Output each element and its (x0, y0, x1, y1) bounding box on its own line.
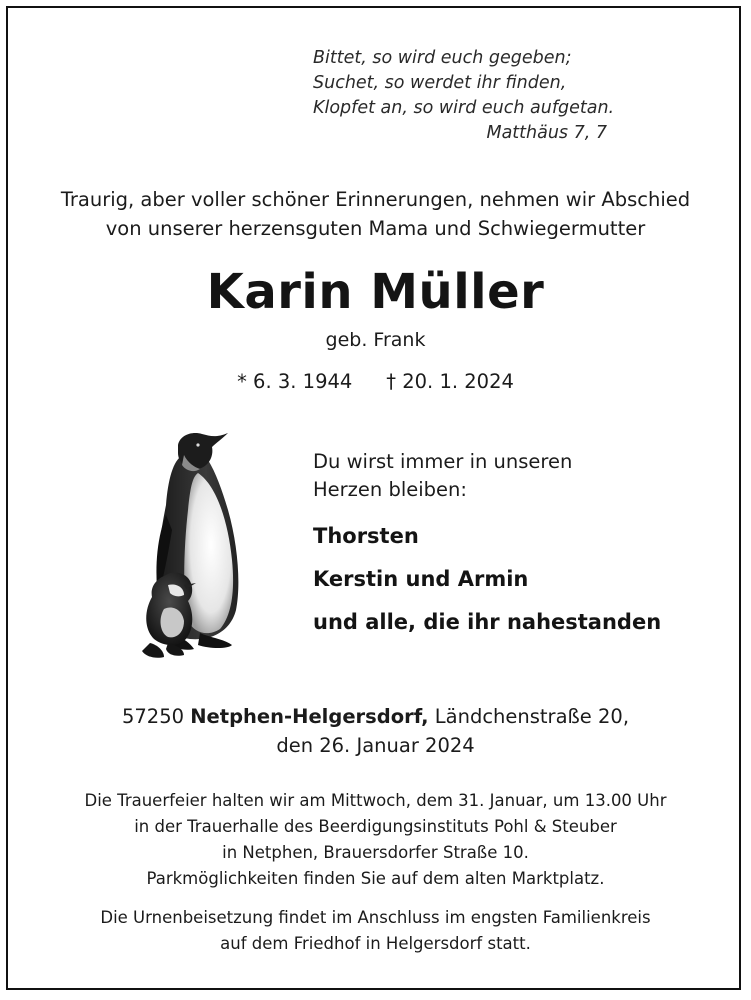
street: Ländchenstraße 20, (434, 705, 630, 728)
service-line: in Netphen, Brauersdorfer Straße 10. (222, 843, 529, 862)
deceased-name: Karin Müller (206, 264, 545, 320)
burial-info (0, 905, 751, 957)
mourner-name: Thorsten (313, 524, 419, 548)
service-line: Die Trauerfeier halten wir am Mittwoch, dem 31. Januar, um 13.00 Uhr (84, 791, 667, 810)
remembrance-text (313, 448, 713, 504)
mourner-name: und alle, die ihr nahestanden (313, 610, 662, 634)
address-line (0, 702, 751, 731)
life-dates (0, 368, 751, 396)
death-date: † 20. 1. 2024 (386, 370, 514, 393)
verse-line: Bittet, so wird euch gegeben; (313, 48, 572, 68)
bible-verse (313, 46, 633, 146)
service-line: in der Trauerhalle des Beerdigungsinstituts Pohl & Steuber (134, 817, 617, 836)
funeral-service-info (0, 788, 751, 892)
postcode: 57250 (121, 705, 185, 728)
remembrance-line: Du wirst immer in unseren (313, 450, 573, 473)
burial-line: Die Urnenbeisetzung findet im Anschluss im engsten Familienkreis (100, 908, 651, 927)
birth-date: * 6. 3. 1944 (237, 370, 353, 393)
burial-line: auf dem Friedhof in Helgersdorf statt. (220, 934, 531, 953)
verse-reference: Matthäus 7, 7 (486, 123, 607, 143)
mourner-name: Kerstin und Armin (313, 567, 529, 591)
intro-text (0, 185, 751, 243)
address-block (0, 702, 751, 760)
verse-line: Klopfet an, so wird euch aufgetan. (313, 98, 615, 118)
verse-line: Suchet, so werdet ihr finden, (313, 73, 567, 93)
remembrance-line: Herzen bleiben: (313, 478, 467, 501)
address-date: den 26. Januar 2024 (276, 734, 475, 757)
maiden-name: geb. Frank (325, 329, 426, 351)
intro-line: Traurig, aber voller schöner Erinnerungen, nehmen wir Abschied (60, 188, 691, 211)
intro-line: von unserer herzensguten Mama und Schwiegermutter (105, 217, 646, 240)
service-line: Parkmöglichkeiten finden Sie auf dem alten Marktplatz. (146, 869, 605, 888)
town: Netphen-Helgersdorf, (190, 705, 429, 728)
mourners-list (313, 515, 733, 644)
penguin-illustration (128, 425, 258, 670)
